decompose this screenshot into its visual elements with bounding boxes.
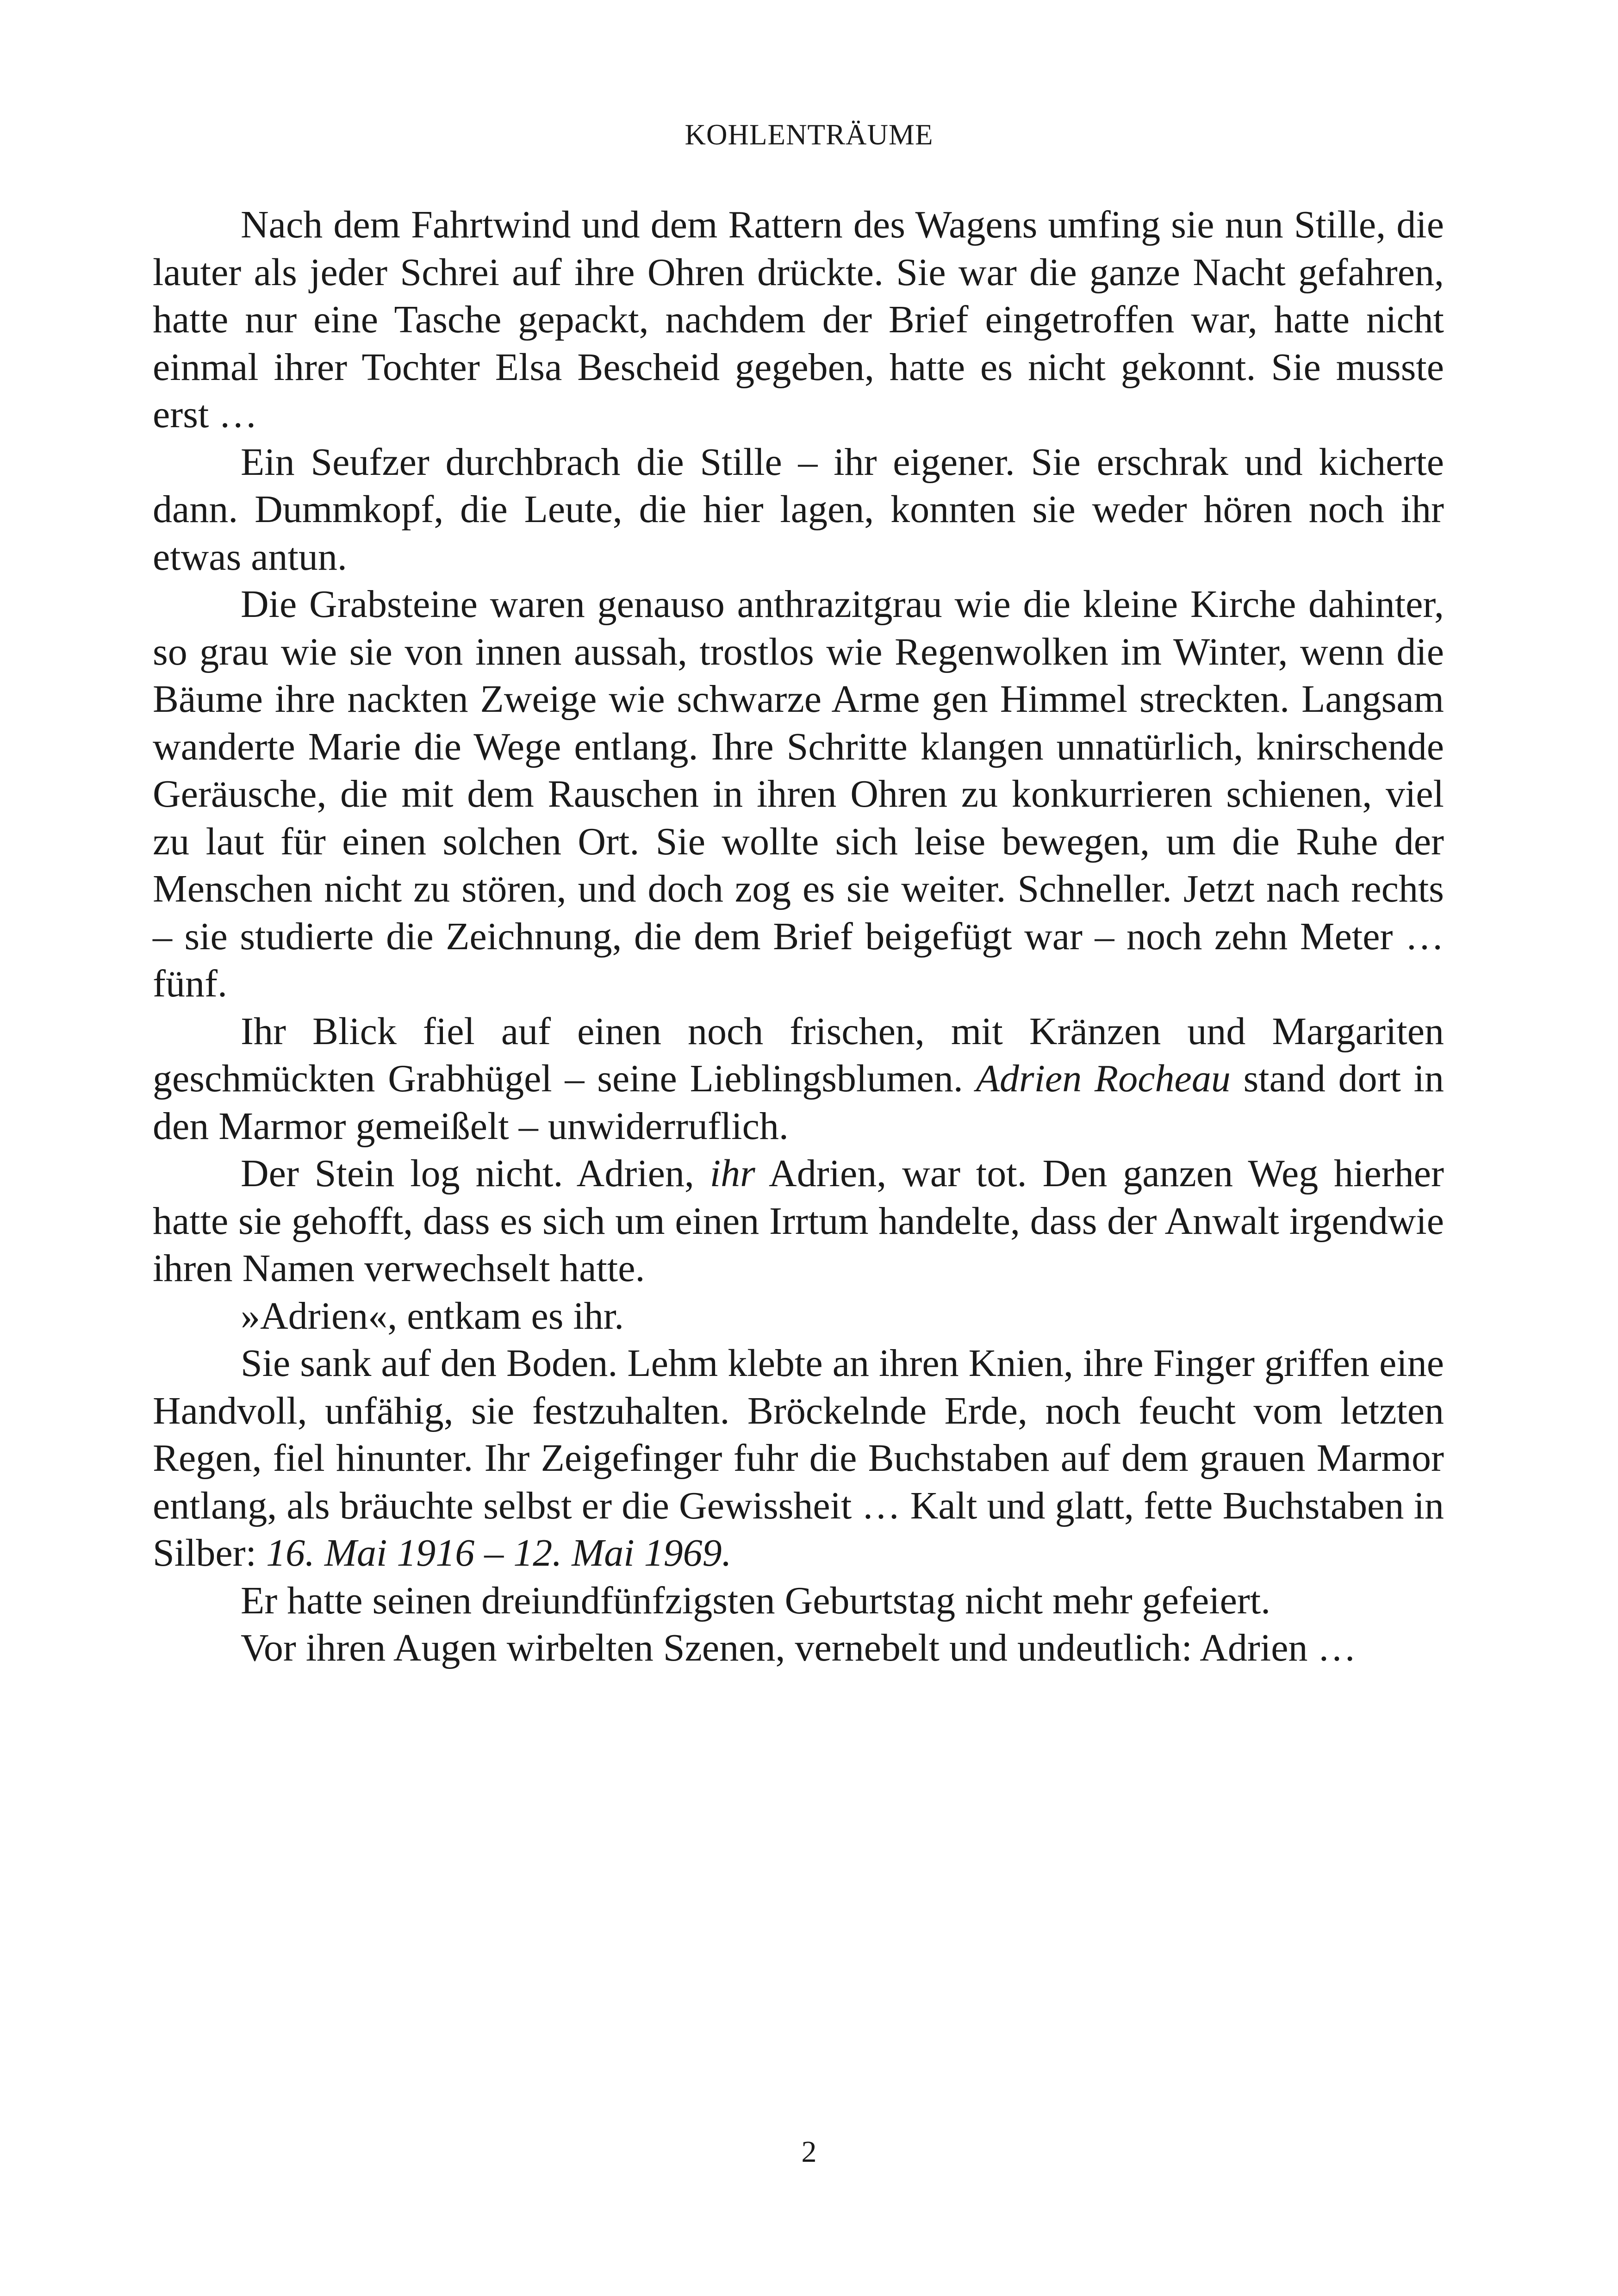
italic-text: 16. Mai 1916 – 12. Mai 1969. — [266, 1531, 732, 1574]
paragraph — [153, 201, 1444, 439]
italic-text: Adrien Rocheau — [976, 1057, 1231, 1100]
text-run: Der Stein log nicht. Adrien, — [241, 1152, 710, 1195]
paragraph — [153, 439, 1444, 581]
text-run: stand dort in den Marmor gemeißelt – unwiderruflich. — [153, 1057, 1444, 1148]
paragraph — [153, 1340, 1444, 1577]
paragraph — [153, 1293, 1444, 1340]
text-run: Sie sank auf den Boden. Lehm klebte an ihren Knien, ihre Finger griffen eine Handvoll, unfähig, sie festzuhalten. Bröckelnde Erde, noch feucht vom letzten Regen, fiel hinunter. Ihr Zeigefinger fuhr die Buchstaben auf dem grauen Marmor entlang, als bräuchte selbst er die Gewissheit … Kalt und glatt, fette Buchstaben in Silber: — [153, 1342, 1444, 1574]
text-run: Er hatte seinen dreiundfünfzigsten Geburtstag nicht mehr gefeiert. — [241, 1579, 1271, 1622]
text-run: »Adrien«, entkam es ihr. — [241, 1294, 624, 1338]
italic-text: ihr — [709, 1152, 755, 1195]
text-run: Vor ihren Augen wirbelten Szenen, vernebelt und undeutlich: Adrien … — [241, 1626, 1357, 1669]
page-number: 2 — [801, 2135, 817, 2169]
paragraph — [153, 1008, 1444, 1151]
text-run: Adrien, war tot. Den ganzen Weg hierher hatte sie gehofft, dass es sich um einen Irrtum handelte, dass der Anwalt irgendwie ihren Namen verwechselt hatte. — [153, 1152, 1444, 1290]
text-run: Nach dem Fahrtwind und dem Rattern des Wagens umfing sie nun Stille, die lauter als jeder Schrei auf ihre Ohren drückte. Sie war die ganze Nacht gefahren, hatte nur eine Tasche gepackt, nachdem der Brief eingetroffen war, hatte nicht einmal ihrer Tochter Elsa Bescheid gegeben, hatte es nicht gekonnt. Sie musste erst … — [153, 203, 1444, 436]
paragraph — [153, 1150, 1444, 1293]
text-run: Ein Seufzer durchbrach die Stille – ihr eigener. Sie erschrak und kicherte dann. Dummkopf, die Leute, die hier lagen, konnten sie weder hören noch ihr etwas antun. — [153, 440, 1444, 579]
running-head: KOHLENTRÄUME — [685, 118, 933, 151]
text-run: Die Grabsteine waren genauso anthrazitgrau wie die kleine Kirche dahinter, so grau wie sie von innen aussah, trostlos wie Regenwolken im Winter, wenn die Bäume ihre nackten Zweige wie schwarze Arme gen Himmel streckten. Langsam wanderte Marie die Wege entlang. Ihre Schritte klangen unnatürlich, knirschende Geräusche, die mit dem Rauschen in ihren Ohren zu konkurrieren schienen, viel zu laut für einen solchen Ort. Sie wollte sich leise bewegen, um die Ruhe der Menschen nicht zu stören, und doch zog es sie weiter. Schneller. Jetzt nach rechts – sie studierte die Zeichnung, die dem Brief beigefügt war – noch zehn Meter … fünf. — [153, 583, 1444, 1005]
paragraph — [153, 1624, 1444, 1672]
paragraph — [153, 581, 1444, 1008]
text-run: Ihr Blick fiel auf einen noch frischen, mit Kränzen und Margariten geschmückten Grabhügel – seine Lieblingsblumen. — [153, 1009, 1444, 1100]
body-text — [153, 201, 1444, 1672]
paragraph — [153, 1577, 1444, 1625]
